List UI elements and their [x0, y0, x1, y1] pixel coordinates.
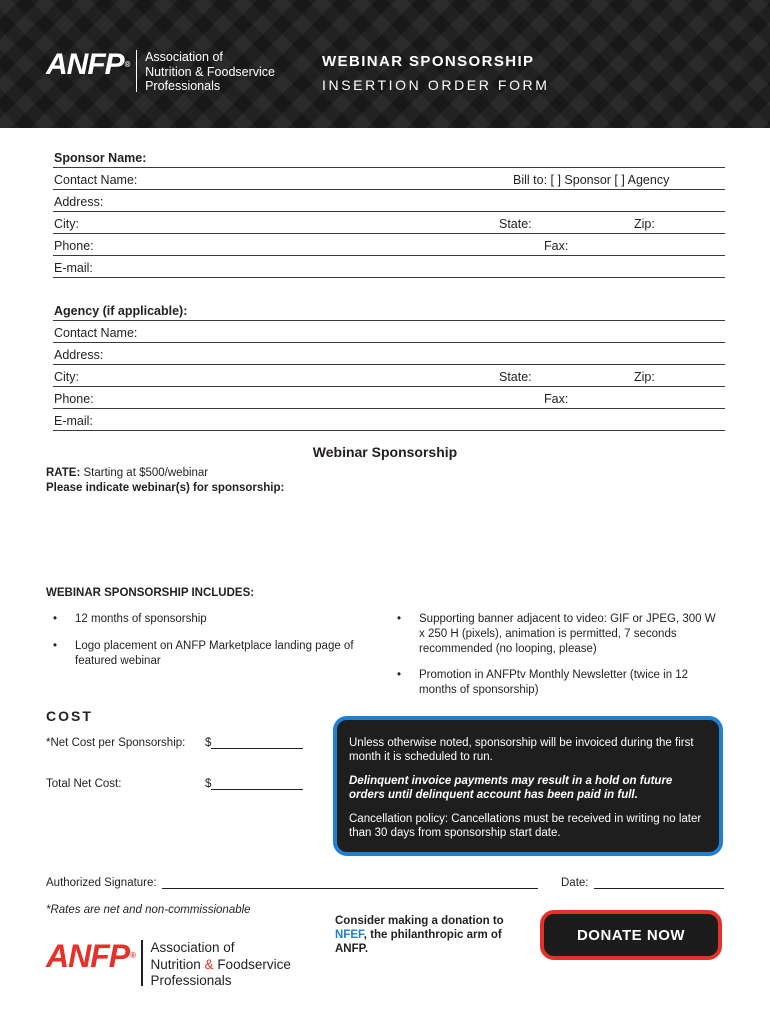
- rates-note: *Rates are net and non-commissionable: [46, 904, 251, 916]
- delinquent-note: Delinquent invoice payments may result in a hold on future orders until delinquent account has been paid in full.: [349, 775, 673, 801]
- logo-mark: ANFP®: [46, 48, 130, 81]
- total-cost-field[interactable]: $: [205, 778, 303, 790]
- list-item: • Promotion in ANFPtv Monthly Newsletter (twice in 12 months of sponsorship): [397, 669, 689, 696]
- cancellation-policy: Cancellation policy: Cancellations must be received in writing no later than 30 days from sponsorship start date.: [349, 813, 702, 839]
- nfef-link[interactable]: NFEF: [335, 929, 364, 941]
- sponsor-phone-field[interactable]: Phone: Fax:: [53, 234, 725, 256]
- net-cost-row: *Net Cost per Sponsorship:: [46, 737, 186, 749]
- list-item: • Logo placement on ANFP Marketplace landing page of featured webinar: [53, 640, 354, 667]
- logo-org-name: Association of Nutrition & Foodservice Professionals: [150, 940, 291, 988]
- form-subtitle: INSERTION ORDER FORM: [322, 77, 550, 93]
- sponsor-email-field[interactable]: E-mail:: [53, 256, 725, 278]
- agency-zip-label: Zip:: [634, 370, 655, 384]
- donation-message: Consider making a donation to NFEF, the philanthropic arm of ANFP.: [335, 915, 504, 955]
- donate-now-button[interactable]: DONATE NOW: [540, 910, 722, 960]
- logo-divider: [136, 50, 138, 92]
- sponsor-state-label: State:: [499, 217, 532, 231]
- includes-heading: WEBINAR SPONSORSHIP INCLUDES:: [46, 587, 255, 599]
- total-cost-label: Total Net Cost:: [46, 778, 122, 790]
- cost-heading: COST: [46, 708, 93, 724]
- anfp-logo: [46, 50, 275, 94]
- agency-heading-field[interactable]: Agency (if applicable):: [53, 299, 725, 321]
- agency-contact-name-field[interactable]: Contact Name:: [53, 321, 725, 343]
- logo-mark: ANFP®: [46, 938, 136, 974]
- agency-phone-field[interactable]: Phone: Fax:: [53, 387, 725, 409]
- sponsor-address-field[interactable]: Address:: [53, 190, 725, 212]
- header-banner: [0, 0, 770, 128]
- sponsor-city-field[interactable]: City: State: Zip:: [53, 212, 725, 234]
- agency-city-field[interactable]: City: State: Zip:: [53, 365, 725, 387]
- agency-address-field[interactable]: Address:: [53, 343, 725, 365]
- sponsor-contact-name-field[interactable]: Contact Name: Bill to: [ ] Sponsor [ ] Agency: [53, 168, 725, 190]
- list-item: • Supporting banner adjacent to video: GIF or JPEG, 300 W x 250 H (pixels), animation is permitted, 7 seconds recommended (no looping, please): [397, 613, 716, 655]
- bill-to-options[interactable]: Bill to: [ ] Sponsor [ ] Agency: [513, 173, 670, 187]
- indicate-webinar-label: Please indicate webinar(s) for sponsorship:: [46, 482, 285, 494]
- agency-state-label: State:: [499, 370, 532, 384]
- logo-divider: [141, 940, 143, 986]
- agency-email-field[interactable]: E-mail:: [53, 409, 725, 431]
- agency-fax-label: Fax:: [544, 392, 569, 406]
- invoice-notice-box: [333, 716, 723, 856]
- sponsor-fax-label: Fax:: [544, 239, 569, 253]
- date-field[interactable]: Date:: [561, 877, 724, 889]
- rate-text: RATE: Starting at $500/webinar: [46, 467, 209, 479]
- sponsor-name-field[interactable]: Sponsor Name:: [53, 146, 725, 168]
- webinar-section-title: Webinar Sponsorship: [312, 444, 458, 460]
- logo-org-name: Association of Nutrition & Foodservice Professionals: [145, 50, 275, 93]
- authorized-signature-field[interactable]: Authorized Signature:: [46, 877, 538, 889]
- form-title: WEBINAR SPONSORSHIP: [322, 53, 535, 70]
- net-cost-field[interactable]: $: [205, 737, 303, 749]
- anfp-logo-footer: [46, 940, 291, 990]
- invoice-note: Unless otherwise noted, sponsorship will be invoiced during the first month it is scheduled to run.: [349, 737, 694, 763]
- sponsor-zip-label: Zip:: [634, 217, 655, 231]
